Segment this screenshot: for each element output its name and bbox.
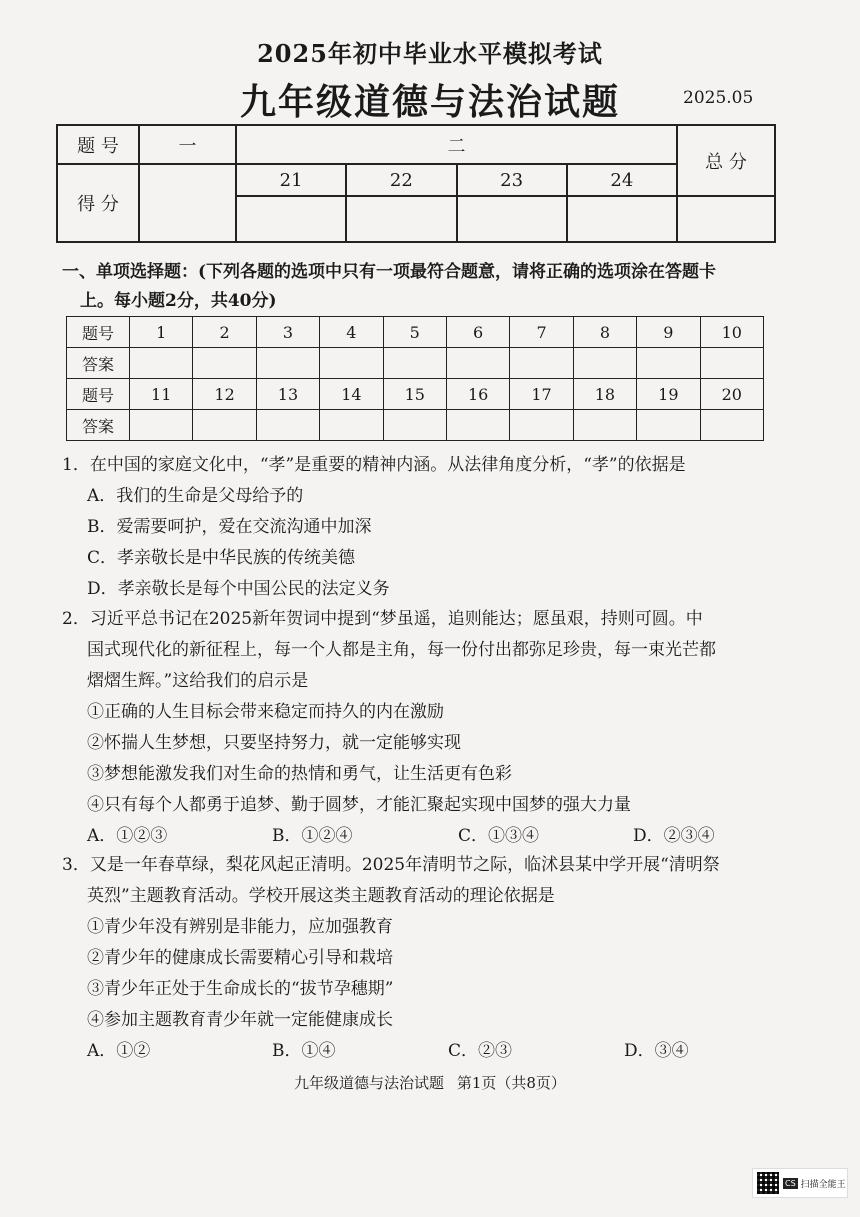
question-2-options bbox=[62, 821, 782, 852]
option-b: B．①②④ bbox=[272, 826, 353, 846]
answer-cell[interactable] bbox=[130, 348, 193, 379]
answer-grid-label-ans: 答案 bbox=[67, 410, 130, 441]
scanner-watermark bbox=[752, 1168, 848, 1198]
score-cell-part-one[interactable] bbox=[139, 164, 236, 242]
answer-grid-no: 19 bbox=[637, 379, 700, 410]
score-cell-21[interactable] bbox=[236, 196, 346, 242]
answer-cell[interactable] bbox=[320, 348, 383, 379]
question-2-stem: 2．习近平总书记在2025新年贺词中提到“梦虽遥，追则能达；愿虽艰，持则可圆。中 bbox=[62, 609, 703, 629]
question-1-stem: 1．在中国的家庭文化中，“孝”是重要的精神内涵。从法律角度分析，“孝”的依据是 bbox=[62, 455, 686, 475]
camscanner-logo-icon: CS bbox=[785, 1178, 796, 1188]
score-part-two: 二 bbox=[236, 125, 677, 164]
statement-1: ①正确的人生目标会带来稳定而持久的内在激励 bbox=[87, 702, 444, 722]
answer-grid-no: 20 bbox=[700, 379, 763, 410]
option-a: A．①② bbox=[87, 1041, 151, 1061]
answer-cell[interactable] bbox=[510, 348, 573, 379]
score-cell-23[interactable] bbox=[457, 196, 567, 242]
answer-grid-label-no: 题号 bbox=[67, 317, 130, 348]
answer-grid-no: 18 bbox=[573, 379, 636, 410]
question-3 bbox=[62, 850, 782, 1067]
option-c: C．孝亲敬长是中华民族的传统美德 bbox=[87, 548, 356, 568]
answer-grid-no: 8 bbox=[573, 317, 636, 348]
statement-4: ④只有每个人都勇于追梦、勤于圆梦，才能汇聚起实现中国梦的强大力量 bbox=[87, 795, 631, 815]
option-d: D．②③④ bbox=[633, 826, 715, 846]
score-sub-23: 23 bbox=[457, 164, 567, 196]
answer-cell[interactable] bbox=[193, 410, 256, 441]
score-label-question-no: 题 号 bbox=[57, 125, 139, 164]
answer-cell[interactable] bbox=[573, 348, 636, 379]
answer-grid-no: 3 bbox=[256, 317, 319, 348]
answer-grid-no: 6 bbox=[446, 317, 509, 348]
answer-grid-no: 12 bbox=[193, 379, 256, 410]
answer-grid-no: 5 bbox=[383, 317, 446, 348]
answer-grid-label-ans: 答案 bbox=[67, 348, 130, 379]
question-2 bbox=[62, 604, 782, 852]
answer-grid-no: 2 bbox=[193, 317, 256, 348]
answer-cell[interactable] bbox=[446, 348, 509, 379]
score-sub-22: 22 bbox=[346, 164, 456, 196]
statement-3: ③青少年正处于生命成长的“拔节孕穗期” bbox=[87, 979, 394, 999]
scanner-app-name: 扫描全能王 bbox=[800, 1179, 846, 1190]
answer-grid-no: 14 bbox=[320, 379, 383, 410]
answer-grid-no: 15 bbox=[383, 379, 446, 410]
option-d: D．孝亲敬长是每个中国公民的法定义务 bbox=[87, 579, 390, 599]
answer-cell[interactable] bbox=[256, 348, 319, 379]
answer-grid-no: 9 bbox=[637, 317, 700, 348]
score-cell-22[interactable] bbox=[346, 196, 456, 242]
answer-cell[interactable] bbox=[256, 410, 319, 441]
score-total: 总 分 bbox=[677, 125, 775, 196]
question-2-stem: 熠熠生辉。”这给我们的启示是 bbox=[87, 671, 309, 691]
score-cell-24[interactable] bbox=[567, 196, 677, 242]
answer-grid-label-no: 题号 bbox=[67, 379, 130, 410]
answer-cell[interactable] bbox=[637, 410, 700, 441]
answer-grid-no: 13 bbox=[256, 379, 319, 410]
page-footer bbox=[0, 1072, 860, 1093]
score-label-score: 得 分 bbox=[57, 164, 139, 242]
answer-grid-no: 16 bbox=[446, 379, 509, 410]
answer-cell[interactable] bbox=[510, 410, 573, 441]
question-3-stem: 英烈”主题教育活动。学校开展这类主题教育活动的理论依据是 bbox=[87, 886, 555, 906]
statement-4: ④参加主题教育青少年就一定能健康成长 bbox=[87, 1010, 393, 1030]
answer-cell[interactable] bbox=[700, 410, 763, 441]
qr-code-icon bbox=[757, 1172, 779, 1194]
answer-cell[interactable] bbox=[700, 348, 763, 379]
answer-cell[interactable] bbox=[446, 410, 509, 441]
statement-2: ②青少年的健康成长需要精心引导和栽培 bbox=[87, 948, 393, 968]
section-one-heading: 一、单项选择题：(下列各题的选项中只有一项最符合题意，请将正确的选项涂在答题卡 上。每小题2分，共40分) bbox=[62, 262, 717, 311]
score-sub-24: 24 bbox=[567, 164, 677, 196]
question-3-options bbox=[62, 1036, 782, 1067]
answer-cell[interactable] bbox=[193, 348, 256, 379]
exam-subtitle: 九年级道德与法治试题 bbox=[239, 81, 620, 123]
option-c: C．①③④ bbox=[458, 826, 540, 846]
question-1 bbox=[62, 450, 782, 605]
answer-grid-no: 7 bbox=[510, 317, 573, 348]
answer-cell[interactable] bbox=[637, 348, 700, 379]
statement-3: ③梦想能激发我们对生命的热情和勇气，让生活更有色彩 bbox=[87, 764, 512, 784]
answer-cell[interactable] bbox=[573, 410, 636, 441]
question-2-stem: 国式现代化的新征程上，每一个人都是主角，每一份付出都弥足珍贵，每一束光芒都 bbox=[87, 640, 716, 660]
score-part-one: 一 bbox=[139, 125, 236, 164]
answer-grid bbox=[66, 316, 764, 441]
footer-page-number: 第1页（共8页） bbox=[456, 1074, 566, 1092]
statement-1: ①青少年没有辨别是非能力，应加强教育 bbox=[87, 917, 393, 937]
option-a: A．我们的生命是父母给予的 bbox=[87, 486, 304, 506]
answer-cell[interactable] bbox=[320, 410, 383, 441]
answer-cell[interactable] bbox=[130, 410, 193, 441]
answer-grid-no: 17 bbox=[510, 379, 573, 410]
answer-cell[interactable] bbox=[383, 410, 446, 441]
option-c: C．②③ bbox=[448, 1041, 513, 1061]
exam-title: 2025年初中毕业水平模拟考试 bbox=[257, 39, 603, 68]
score-table bbox=[56, 124, 776, 243]
answer-grid-no: 1 bbox=[130, 317, 193, 348]
answer-grid-no: 10 bbox=[700, 317, 763, 348]
score-sub-21: 21 bbox=[236, 164, 346, 196]
option-b: B．①④ bbox=[272, 1041, 336, 1061]
statement-2: ②怀揣人生梦想，只要坚持努力，就一定能够实现 bbox=[87, 733, 461, 753]
option-a: A．①②③ bbox=[87, 826, 168, 846]
answer-cell[interactable] bbox=[383, 348, 446, 379]
option-d: D．③④ bbox=[624, 1041, 689, 1061]
footer-subject: 九年级道德与法治试题 bbox=[294, 1074, 445, 1092]
answer-grid-no: 4 bbox=[320, 317, 383, 348]
score-cell-total[interactable] bbox=[677, 196, 775, 242]
exam-date: 2025.05 bbox=[683, 88, 754, 108]
answer-grid-no: 11 bbox=[130, 379, 193, 410]
question-3-stem: 3．又是一年春草绿，梨花风起正清明。2025年清明节之际，临沭县某中学开展“清明祭 bbox=[62, 855, 720, 875]
option-b: B．爱需要呵护，爱在交流沟通中加深 bbox=[87, 517, 372, 537]
